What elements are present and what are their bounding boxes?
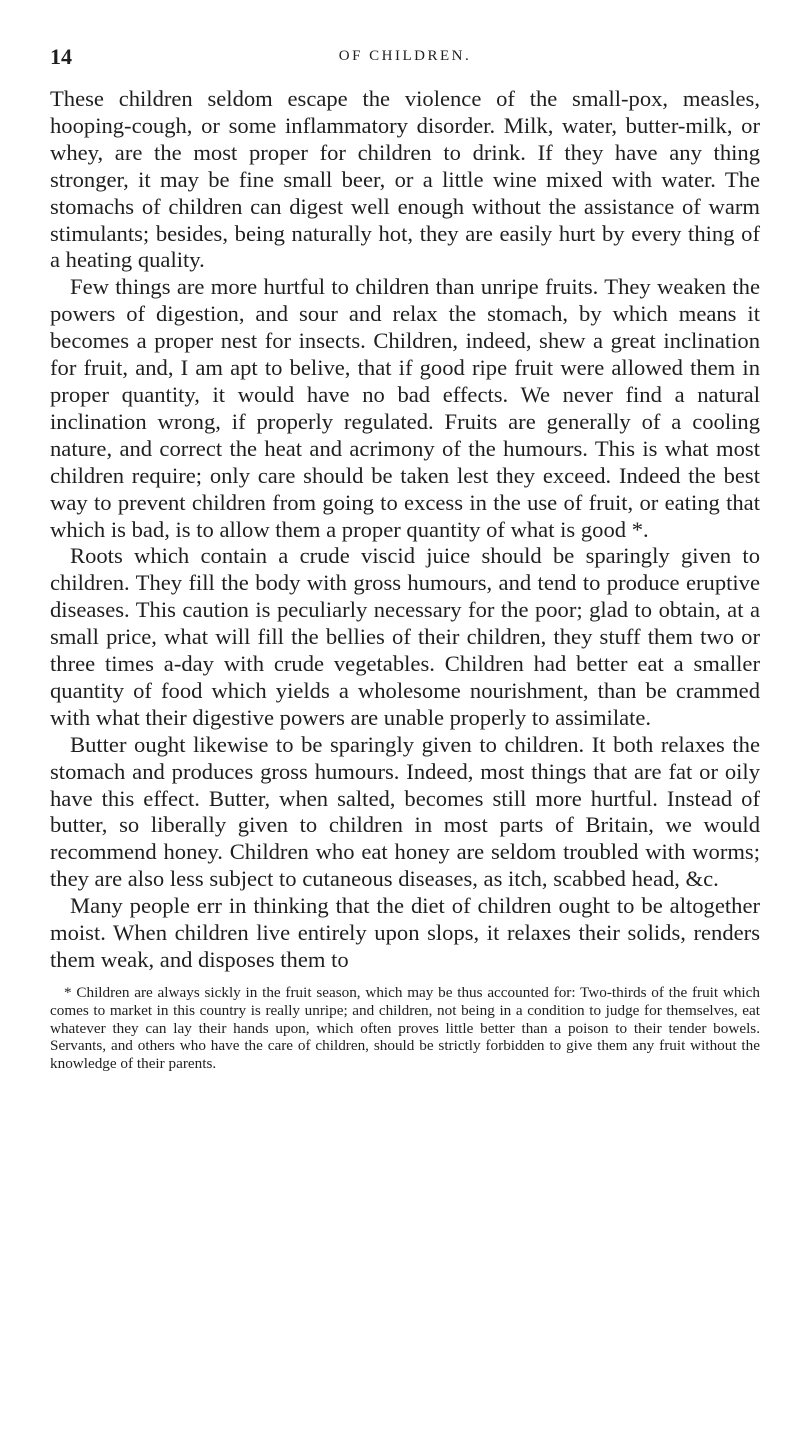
paragraph-drink: These children seldom escape the violence of the small-pox, measles, hooping-cough, or some inflammatory disorder. Milk, water, butter-milk, or whey, are the most proper for children to drink. If they have any thing stronger, it may be fine small beer, or a little wine mixed with water. The stomachs of children can digest well enough without the assistance of warm stimulants; besides, being naturally hot, they are easily hurt by every thing of a heating quality. xyxy=(50,86,760,273)
page-number: 14 xyxy=(50,44,72,69)
running-head: OF CHILDREN. xyxy=(338,48,472,64)
paragraph-unripe-fruits: Few things are more hurtful to children than unripe fruits. They weaken the powers of digestion, and sour and relax the stomach, by which means it becomes a proper nest for insects. Children, indeed, shew a great inclination for fruit, and, I am apt to belive, that if good ripe fruit were allowed them in proper quantity, it would have no bad effects. We never find a natural inclination wrong, if properly regulated. Fruits are generally of a cooling nature, and correct the heat and acrimony of the humours. This is what most children require; only care should be taken lest they exceed. Indeed the best way to prevent children from going to excess in the use of fruit, or eating that which is bad, is to allow them a proper quantity of what is good *. xyxy=(50,274,760,542)
body-text xyxy=(50,86,760,974)
paragraph-moist-diet: Many people err in thinking that the diet of children ought to be altogether moist. When children live entirely upon slops, it relaxes their solids, renders them weak, and disposes them to xyxy=(50,893,760,972)
paragraph-roots: Roots which contain a crude viscid juice should be sparingly given to children. They fill the body with gross humours, and tend to produce eruptive diseases. This caution is peculiarly necessary for the poor; glad to obtain, at a small price, what will fill the bellies of their children, they stuff them two or three times a-day with crude vegetables. Children had better eat a smaller quantity of food which yields a wholesome nourishment, than be crammed with what their digestive powers are unable properly to assimilate. xyxy=(50,543,760,730)
paragraph-butter: Butter ought likewise to be sparingly given to children. It both relaxes the stomach and produces gross humours. Indeed, most things that are fat or oily have this effect. Butter, when salted, becomes still more hurtful. Instead of butter, so liberally given to children in most parts of Britain, we would recommend honey. Children who eat honey are seldom troubled with worms; they are also less subject to cutaneous diseases, as itch, scabbed head, &c. xyxy=(50,731,760,892)
page-header xyxy=(50,44,760,78)
book-page xyxy=(50,44,760,1088)
footnote: * Children are always sickly in the fruit season, which may be thus accounted for: Two-thirds of the fruit which comes to market in this country is really unripe; and children, not being in a condition to judge for themselves, eat whatever they can lay their hands upon, which often proves little better than a poison to their tender bowels. Servants, and others who have the care of children, should be strictly forbidden to give them any fruit without the knowledge of their parents. xyxy=(50,983,760,1073)
